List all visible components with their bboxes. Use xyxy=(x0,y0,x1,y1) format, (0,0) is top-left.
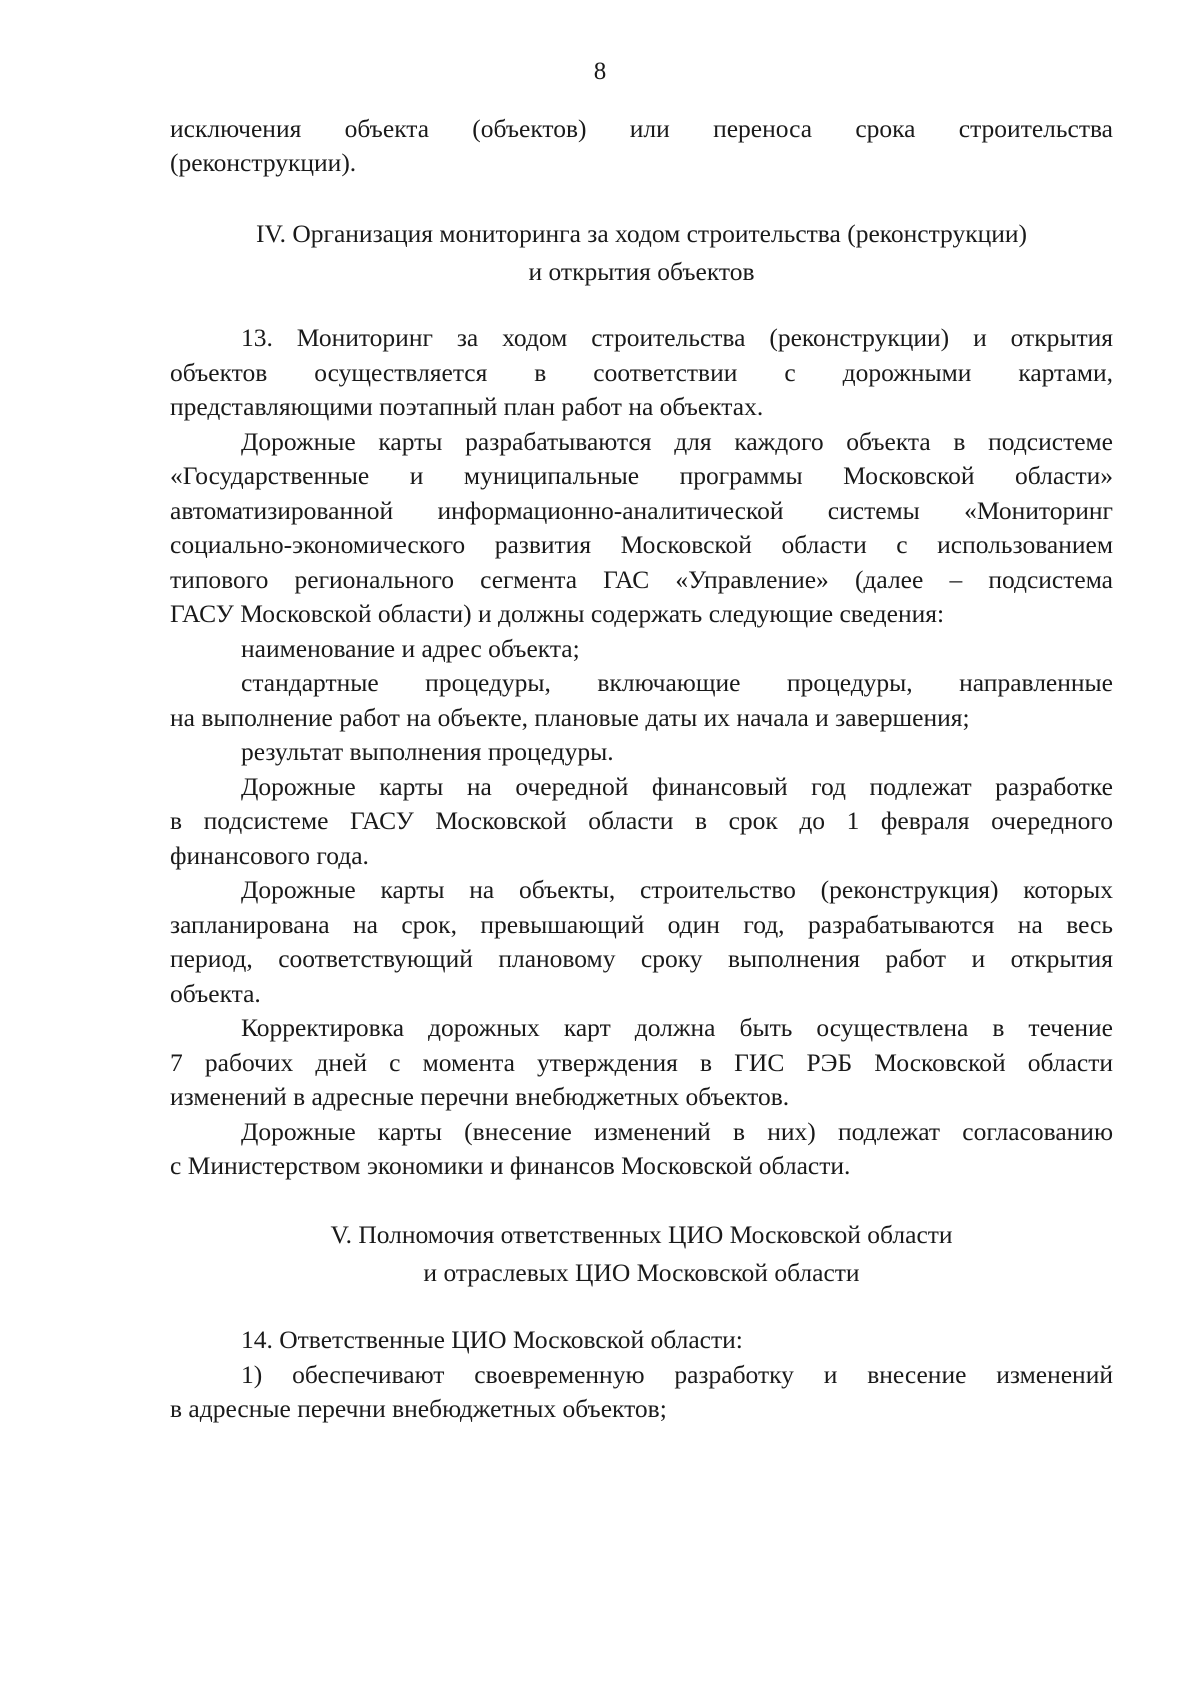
text-line: объектов осуществляется в соответствии с дорожными картами, xyxy=(170,357,1113,387)
section-heading-v xyxy=(170,1216,1113,1292)
heading-line: IV. Организация мониторинга за ходом строительства (реконструкции) xyxy=(255,219,1028,248)
text-line: социально-экономического развития Московской области с использованием xyxy=(170,530,1113,559)
text-line: ГАСУ Московской области) и должны содержать следующие сведения: xyxy=(170,599,945,628)
heading-line: и открытия объектов xyxy=(528,257,755,286)
text-line: (реконструкции). xyxy=(170,148,357,177)
text-line: запланирована на срок, превышающий один год, разрабатываются на весь xyxy=(170,909,1113,939)
text-line: финансового года. xyxy=(170,840,369,870)
heading-line: и отраслевых ЦИО Московской области xyxy=(423,1258,860,1287)
list-item: результат выполнения процедуры. xyxy=(241,737,614,766)
text-line: с Министерством экономики и финансов Московской области. xyxy=(170,1151,851,1180)
text-line: на выполнение работ на объекте, плановые даты их начала и завершения; xyxy=(170,702,970,732)
text-line: представляющими поэтапный план работ на объектах. xyxy=(170,392,764,421)
text-line: Дорожные карты на объекты, строительство (реконструкция) которых xyxy=(241,875,1113,904)
text-line: 13. Мониторинг за ходом строительства (реконструкции) и открытия xyxy=(241,323,1113,352)
text-line: Дорожные карты на очередной финансовый год подлежат разработке xyxy=(241,771,1113,801)
page-number: 8 xyxy=(593,58,607,85)
text-line: «Государственные и муниципальные программы Московской области» xyxy=(170,461,1113,490)
section-body-v xyxy=(170,1323,1113,1427)
text-line: автоматизированной информационно-аналитической системы «Мониторинг xyxy=(170,495,1113,525)
text-line: Корректировка дорожных карт должна быть осуществлена в течение xyxy=(241,1013,1113,1042)
intro-paragraph xyxy=(170,112,1113,180)
text-line: изменений в адресные перечни внебюджетных объектов. xyxy=(170,1082,790,1111)
text-line: объекта. xyxy=(170,978,261,1008)
text-line: период, соответствующий плановому сроку выполнения работ и открытия xyxy=(170,944,1113,973)
section-heading-iv xyxy=(170,215,1113,291)
heading-line: V. Полномочия ответственных ЦИО Московской области xyxy=(330,1220,953,1249)
text-line: Дорожные карты (внесение изменений в них) подлежат согласованию xyxy=(241,1116,1113,1146)
text-line: в адресные перечни внебюджетных объектов; xyxy=(170,1394,667,1423)
text-line: Дорожные карты разрабатываются для каждого объекта в подсистеме xyxy=(241,426,1113,456)
section-body-iv xyxy=(170,321,1113,1184)
list-item: стандартные процедуры, включающие процедуры, направленные xyxy=(241,668,1113,697)
list-item: 1) обеспечивают своевременную разработку и внесение изменений xyxy=(241,1359,1113,1389)
text-line: типового регионального сегмента ГАС «Управление» (далее – подсистема xyxy=(170,564,1113,594)
text-line: 14. Ответственные ЦИО Московской области: xyxy=(241,1325,743,1354)
text-line: 7 рабочих дней с момента утверждения в ГИС РЭБ Московской области xyxy=(170,1047,1113,1077)
text-line: в подсистеме ГАСУ Московской области в срок до 1 февраля очередного xyxy=(170,806,1113,835)
text-line: исключения объекта (объектов) или переноса срока строительства xyxy=(170,114,1113,143)
list-item: наименование и адрес объекта; xyxy=(241,633,580,663)
